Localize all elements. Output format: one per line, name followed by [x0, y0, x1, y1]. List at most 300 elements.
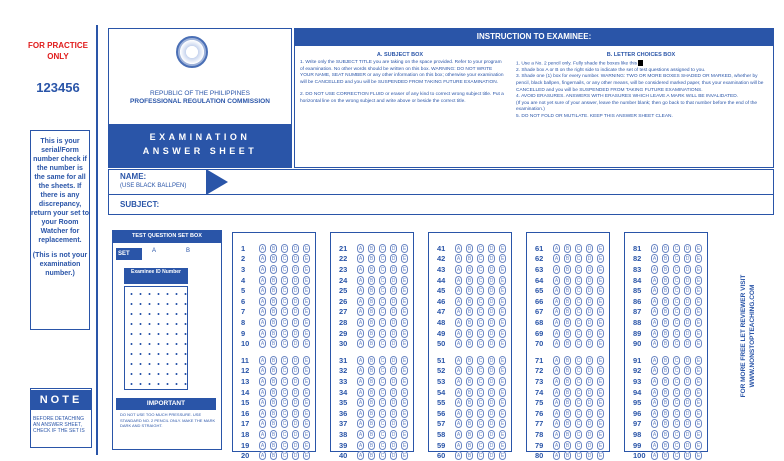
answer-bubble[interactable]: B — [271, 421, 276, 428]
answer-bubble[interactable]: B — [369, 319, 374, 326]
answer-bubble[interactable]: E — [304, 389, 309, 396]
answer-bubble[interactable]: D — [587, 410, 592, 417]
answer-bubble[interactable]: D — [587, 442, 592, 449]
answer-bubble[interactable]: D — [685, 319, 690, 326]
answer-bubble[interactable]: D — [391, 410, 396, 417]
answer-bubble[interactable]: C — [674, 245, 679, 252]
answer-bubble[interactable]: D — [391, 453, 396, 460]
answer-bubble[interactable]: E — [500, 400, 505, 407]
answer-bubble[interactable]: D — [391, 442, 396, 449]
answer-bubble[interactable]: E — [500, 319, 505, 326]
answer-bubble[interactable]: B — [271, 256, 276, 263]
answer-bubble[interactable]: C — [478, 389, 483, 396]
answer-bubble[interactable]: B — [369, 389, 374, 396]
answer-bubble[interactable]: D — [391, 330, 396, 337]
answer-bubble[interactable]: D — [587, 266, 592, 273]
answer-bubble[interactable]: A — [554, 400, 559, 407]
answer-bubble[interactable]: A — [554, 368, 559, 375]
answer-bubble[interactable]: A — [652, 245, 657, 252]
answer-bubble[interactable]: E — [304, 368, 309, 375]
answer-bubble[interactable]: A — [260, 357, 265, 364]
answer-bubble[interactable]: D — [293, 442, 298, 449]
answer-bubble[interactable]: D — [489, 245, 494, 252]
answer-bubble[interactable]: E — [304, 421, 309, 428]
answer-bubble[interactable]: E — [304, 378, 309, 385]
answer-bubble[interactable]: C — [380, 431, 385, 438]
answer-bubble[interactable]: C — [282, 431, 287, 438]
answer-bubble[interactable]: B — [369, 453, 374, 460]
answer-bubble[interactable]: B — [467, 357, 472, 364]
answer-bubble[interactable]: B — [565, 368, 570, 375]
answer-bubble[interactable]: A — [554, 421, 559, 428]
answer-bubble[interactable]: E — [304, 341, 309, 348]
answer-bubble[interactable]: B — [271, 453, 276, 460]
answer-bubble[interactable]: B — [565, 400, 570, 407]
answer-bubble[interactable]: D — [293, 400, 298, 407]
answer-bubble[interactable]: C — [282, 357, 287, 364]
answer-bubble[interactable]: D — [391, 389, 396, 396]
answer-bubble[interactable]: B — [369, 256, 374, 263]
answer-bubble[interactable]: A — [652, 421, 657, 428]
answer-bubble[interactable]: D — [293, 277, 298, 284]
answer-bubble[interactable]: D — [293, 378, 298, 385]
answer-bubble[interactable]: C — [478, 330, 483, 337]
answer-bubble[interactable]: A — [260, 319, 265, 326]
answer-bubble[interactable]: E — [696, 431, 701, 438]
answer-bubble[interactable]: B — [467, 277, 472, 284]
answer-bubble[interactable]: A — [456, 245, 461, 252]
answer-bubble[interactable]: A — [358, 298, 363, 305]
answer-bubble[interactable]: E — [500, 431, 505, 438]
answer-bubble[interactable]: E — [598, 421, 603, 428]
answer-bubble[interactable]: D — [391, 431, 396, 438]
answer-bubble[interactable]: E — [402, 309, 407, 316]
answer-bubble[interactable]: B — [271, 357, 276, 364]
answer-bubble[interactable]: E — [598, 453, 603, 460]
answer-bubble[interactable]: A — [260, 431, 265, 438]
answer-bubble[interactable]: B — [663, 288, 668, 295]
answer-bubble[interactable]: B — [467, 330, 472, 337]
answer-bubble[interactable]: D — [489, 330, 494, 337]
answer-bubble[interactable]: C — [380, 410, 385, 417]
answer-bubble[interactable]: A — [652, 277, 657, 284]
answer-bubble[interactable]: A — [554, 256, 559, 263]
answer-bubble[interactable]: D — [293, 309, 298, 316]
answer-bubble[interactable]: B — [271, 266, 276, 273]
answer-bubble[interactable]: C — [674, 341, 679, 348]
answer-bubble[interactable]: A — [456, 442, 461, 449]
answer-bubble[interactable]: C — [380, 453, 385, 460]
answer-bubble[interactable]: C — [674, 442, 679, 449]
answer-bubble[interactable]: A — [652, 410, 657, 417]
answer-bubble[interactable]: D — [685, 330, 690, 337]
answer-bubble[interactable]: D — [587, 256, 592, 263]
answer-bubble[interactable]: D — [391, 357, 396, 364]
answer-bubble[interactable]: B — [467, 378, 472, 385]
answer-bubble[interactable]: E — [696, 400, 701, 407]
answer-bubble[interactable]: C — [576, 410, 581, 417]
answer-bubble[interactable]: E — [402, 378, 407, 385]
answer-bubble[interactable]: A — [260, 288, 265, 295]
answer-bubble[interactable]: E — [402, 277, 407, 284]
answer-bubble[interactable]: B — [663, 341, 668, 348]
answer-bubble[interactable]: E — [598, 330, 603, 337]
answer-bubble[interactable]: C — [576, 400, 581, 407]
answer-bubble[interactable]: D — [587, 389, 592, 396]
answer-bubble[interactable]: A — [358, 288, 363, 295]
answer-bubble[interactable]: A — [554, 298, 559, 305]
answer-bubble[interactable]: C — [576, 421, 581, 428]
answer-bubble[interactable]: A — [358, 368, 363, 375]
answer-bubble[interactable]: A — [456, 309, 461, 316]
answer-bubble[interactable]: B — [663, 378, 668, 385]
answer-bubble[interactable]: E — [598, 341, 603, 348]
answer-bubble[interactable]: B — [565, 431, 570, 438]
answer-bubble[interactable]: C — [576, 245, 581, 252]
answer-bubble[interactable]: C — [478, 453, 483, 460]
answer-bubble[interactable]: A — [456, 341, 461, 348]
answer-bubble[interactable]: E — [500, 341, 505, 348]
answer-bubble[interactable]: A — [554, 442, 559, 449]
answer-bubble[interactable]: E — [696, 368, 701, 375]
answer-bubble[interactable]: C — [282, 400, 287, 407]
answer-bubble[interactable]: A — [358, 400, 363, 407]
answer-bubble[interactable]: D — [293, 453, 298, 460]
answer-bubble[interactable]: B — [271, 442, 276, 449]
answer-bubble[interactable]: B — [663, 442, 668, 449]
answer-bubble[interactable]: A — [260, 400, 265, 407]
answer-bubble[interactable]: B — [467, 410, 472, 417]
answer-bubble[interactable]: C — [282, 319, 287, 326]
answer-bubble[interactable]: B — [271, 341, 276, 348]
answer-bubble[interactable]: D — [391, 319, 396, 326]
answer-bubble[interactable]: B — [369, 410, 374, 417]
answer-bubble[interactable]: D — [587, 453, 592, 460]
answer-bubble[interactable]: B — [271, 309, 276, 316]
answer-bubble[interactable]: E — [696, 410, 701, 417]
answer-bubble[interactable]: B — [271, 330, 276, 337]
answer-bubble[interactable]: C — [576, 330, 581, 337]
answer-bubble[interactable]: B — [565, 298, 570, 305]
answer-bubble[interactable]: D — [587, 298, 592, 305]
answer-bubble[interactable]: C — [674, 277, 679, 284]
answer-bubble[interactable]: A — [652, 453, 657, 460]
answer-bubble[interactable]: D — [587, 330, 592, 337]
answer-bubble[interactable]: B — [369, 266, 374, 273]
answer-bubble[interactable]: D — [685, 400, 690, 407]
answer-bubble[interactable]: E — [402, 442, 407, 449]
answer-bubble[interactable]: E — [304, 442, 309, 449]
answer-bubble[interactable]: B — [271, 389, 276, 396]
answer-bubble[interactable]: C — [576, 288, 581, 295]
answer-bubble[interactable]: A — [358, 357, 363, 364]
answer-bubble[interactable]: D — [293, 421, 298, 428]
answer-bubble[interactable]: B — [565, 330, 570, 337]
answer-bubble[interactable]: B — [467, 256, 472, 263]
answer-bubble[interactable]: D — [293, 288, 298, 295]
answer-bubble[interactable]: E — [598, 245, 603, 252]
answer-bubble[interactable]: A — [554, 410, 559, 417]
answer-bubble[interactable]: B — [271, 245, 276, 252]
answer-bubble[interactable]: A — [554, 378, 559, 385]
answer-bubble[interactable]: B — [271, 277, 276, 284]
answer-bubble[interactable]: E — [402, 319, 407, 326]
answer-bubble[interactable]: A — [358, 389, 363, 396]
answer-bubble[interactable]: A — [358, 266, 363, 273]
answer-bubble[interactable]: C — [576, 256, 581, 263]
answer-bubble[interactable]: E — [500, 378, 505, 385]
answer-bubble[interactable]: D — [489, 378, 494, 385]
answer-bubble[interactable]: B — [663, 298, 668, 305]
answer-bubble[interactable]: C — [576, 378, 581, 385]
answer-bubble[interactable]: C — [674, 266, 679, 273]
answer-bubble[interactable]: E — [696, 442, 701, 449]
answer-bubble[interactable]: B — [369, 400, 374, 407]
answer-bubble[interactable]: E — [500, 368, 505, 375]
answer-bubble[interactable]: A — [358, 421, 363, 428]
answer-bubble[interactable]: E — [304, 453, 309, 460]
answer-bubble[interactable]: D — [489, 319, 494, 326]
answer-bubble[interactable]: D — [587, 319, 592, 326]
set-choice-a[interactable]: A — [152, 248, 157, 254]
answer-bubble[interactable]: D — [489, 309, 494, 316]
answer-bubble[interactable]: A — [260, 368, 265, 375]
answer-bubble[interactable]: A — [652, 266, 657, 273]
answer-bubble[interactable]: B — [565, 277, 570, 284]
answer-bubble[interactable]: C — [380, 256, 385, 263]
answer-bubble[interactable]: A — [358, 309, 363, 316]
answer-bubble[interactable]: C — [282, 298, 287, 305]
answer-bubble[interactable]: C — [674, 421, 679, 428]
answer-bubble[interactable]: A — [358, 453, 363, 460]
answer-bubble[interactable]: D — [685, 357, 690, 364]
answer-bubble[interactable]: D — [489, 453, 494, 460]
answer-bubble[interactable]: C — [380, 298, 385, 305]
answer-bubble[interactable]: A — [260, 453, 265, 460]
answer-bubble[interactable]: D — [489, 266, 494, 273]
answer-bubble[interactable]: B — [369, 298, 374, 305]
answer-bubble[interactable]: D — [685, 442, 690, 449]
answer-bubble[interactable]: D — [685, 431, 690, 438]
subject-field[interactable] — [108, 195, 774, 215]
answer-bubble[interactable]: C — [674, 431, 679, 438]
answer-bubble[interactable]: B — [271, 368, 276, 375]
answer-bubble[interactable]: B — [663, 266, 668, 273]
answer-bubble[interactable]: C — [674, 309, 679, 316]
answer-bubble[interactable]: A — [652, 442, 657, 449]
answer-bubble[interactable]: B — [467, 288, 472, 295]
answer-bubble[interactable]: B — [467, 341, 472, 348]
answer-bubble[interactable]: D — [587, 421, 592, 428]
answer-bubble[interactable]: D — [489, 256, 494, 263]
answer-bubble[interactable]: D — [489, 431, 494, 438]
answer-bubble[interactable]: A — [652, 298, 657, 305]
answer-bubble[interactable]: E — [500, 410, 505, 417]
answer-bubble[interactable]: E — [598, 378, 603, 385]
answer-bubble[interactable]: A — [260, 410, 265, 417]
answer-bubble[interactable]: E — [598, 319, 603, 326]
answer-bubble[interactable]: B — [565, 309, 570, 316]
answer-bubble[interactable]: A — [456, 357, 461, 364]
answer-bubble[interactable]: A — [652, 368, 657, 375]
answer-bubble[interactable]: A — [358, 277, 363, 284]
answer-bubble[interactable]: E — [304, 245, 309, 252]
answer-bubble[interactable]: E — [402, 421, 407, 428]
answer-bubble[interactable]: E — [402, 400, 407, 407]
answer-bubble[interactable]: C — [674, 256, 679, 263]
answer-bubble[interactable]: E — [598, 431, 603, 438]
answer-bubble[interactable]: C — [282, 309, 287, 316]
answer-bubble[interactable]: B — [663, 421, 668, 428]
answer-bubble[interactable]: C — [576, 368, 581, 375]
answer-bubble[interactable]: E — [598, 298, 603, 305]
answer-bubble[interactable]: A — [554, 453, 559, 460]
answer-bubble[interactable]: B — [663, 400, 668, 407]
answer-bubble[interactable]: A — [358, 256, 363, 263]
answer-bubble[interactable]: A — [260, 341, 265, 348]
answer-bubble[interactable]: E — [402, 368, 407, 375]
answer-bubble[interactable]: A — [554, 389, 559, 396]
answer-bubble[interactable]: C — [478, 298, 483, 305]
answer-bubble[interactable]: A — [260, 389, 265, 396]
answer-bubble[interactable]: B — [369, 368, 374, 375]
answer-bubble[interactable]: E — [402, 266, 407, 273]
answer-bubble[interactable]: C — [576, 277, 581, 284]
answer-bubble[interactable]: B — [565, 442, 570, 449]
answer-bubble[interactable]: A — [456, 389, 461, 396]
answer-bubble[interactable]: B — [369, 330, 374, 337]
answer-bubble[interactable]: E — [304, 309, 309, 316]
answer-bubble[interactable]: D — [391, 309, 396, 316]
answer-bubble[interactable]: C — [478, 357, 483, 364]
answer-bubble[interactable]: D — [293, 410, 298, 417]
answer-bubble[interactable]: A — [358, 442, 363, 449]
answer-bubble[interactable]: D — [391, 378, 396, 385]
answer-bubble[interactable]: A — [358, 410, 363, 417]
answer-bubble[interactable]: B — [467, 266, 472, 273]
answer-bubble[interactable]: A — [554, 288, 559, 295]
answer-bubble[interactable]: C — [478, 341, 483, 348]
answer-bubble[interactable]: A — [652, 400, 657, 407]
answer-bubble[interactable]: B — [663, 277, 668, 284]
answer-bubble[interactable]: D — [587, 341, 592, 348]
answer-bubble[interactable]: A — [456, 378, 461, 385]
answer-bubble[interactable]: C — [282, 442, 287, 449]
answer-bubble[interactable]: C — [380, 309, 385, 316]
answer-bubble[interactable]: A — [554, 309, 559, 316]
answer-bubble[interactable]: C — [478, 410, 483, 417]
answer-bubble[interactable]: E — [500, 277, 505, 284]
answer-bubble[interactable]: E — [402, 410, 407, 417]
answer-bubble[interactable]: A — [456, 288, 461, 295]
answer-bubble[interactable]: D — [685, 368, 690, 375]
answer-bubble[interactable]: C — [380, 389, 385, 396]
answer-bubble[interactable]: A — [652, 309, 657, 316]
answer-bubble[interactable]: A — [652, 341, 657, 348]
answer-bubble[interactable]: D — [685, 421, 690, 428]
answer-bubble[interactable]: E — [402, 389, 407, 396]
answer-bubble[interactable]: A — [554, 431, 559, 438]
answer-bubble[interactable]: E — [500, 245, 505, 252]
answer-bubble[interactable]: E — [500, 330, 505, 337]
answer-bubble[interactable]: C — [674, 368, 679, 375]
answer-bubble[interactable]: E — [598, 309, 603, 316]
answer-bubble[interactable]: A — [358, 341, 363, 348]
answer-bubble[interactable]: C — [674, 319, 679, 326]
answer-bubble[interactable]: C — [478, 319, 483, 326]
answer-bubble[interactable]: E — [696, 421, 701, 428]
answer-bubble[interactable]: D — [489, 357, 494, 364]
answer-bubble[interactable]: A — [652, 319, 657, 326]
answer-bubble[interactable]: D — [391, 421, 396, 428]
answer-bubble[interactable]: C — [380, 341, 385, 348]
answer-bubble[interactable]: D — [587, 357, 592, 364]
answer-bubble[interactable]: E — [696, 378, 701, 385]
answer-bubble[interactable]: D — [391, 298, 396, 305]
answer-bubble[interactable]: C — [674, 288, 679, 295]
answer-bubble[interactable]: C — [380, 319, 385, 326]
answer-bubble[interactable]: D — [587, 378, 592, 385]
answer-bubble[interactable]: A — [652, 389, 657, 396]
answer-bubble[interactable]: A — [260, 277, 265, 284]
answer-bubble[interactable]: E — [304, 277, 309, 284]
answer-bubble[interactable]: D — [293, 341, 298, 348]
answer-bubble[interactable]: E — [304, 330, 309, 337]
answer-bubble[interactable]: A — [456, 421, 461, 428]
answer-bubble[interactable]: E — [598, 288, 603, 295]
answer-bubble[interactable]: C — [576, 442, 581, 449]
answer-bubble[interactable]: C — [282, 245, 287, 252]
answer-bubble[interactable]: E — [500, 298, 505, 305]
answer-bubble[interactable]: B — [565, 256, 570, 263]
answer-bubble[interactable]: C — [576, 389, 581, 396]
answer-bubble[interactable]: D — [293, 368, 298, 375]
answer-bubble[interactable]: D — [293, 330, 298, 337]
answer-bubble[interactable]: D — [685, 245, 690, 252]
answer-bubble[interactable]: C — [674, 357, 679, 364]
answer-bubble[interactable]: B — [663, 453, 668, 460]
answer-bubble[interactable]: B — [467, 400, 472, 407]
answer-bubble[interactable]: D — [685, 256, 690, 263]
answer-bubble[interactable]: D — [293, 256, 298, 263]
answer-bubble[interactable]: C — [282, 277, 287, 284]
answer-bubble[interactable]: D — [391, 277, 396, 284]
answer-bubble[interactable]: C — [282, 330, 287, 337]
answer-bubble[interactable]: B — [565, 341, 570, 348]
answer-bubble[interactable]: A — [456, 256, 461, 263]
answer-bubble[interactable]: E — [402, 288, 407, 295]
answer-bubble[interactable]: C — [380, 266, 385, 273]
answer-bubble[interactable]: C — [478, 309, 483, 316]
answer-bubble[interactable]: C — [478, 442, 483, 449]
answer-bubble[interactable]: A — [358, 431, 363, 438]
answer-bubble[interactable]: A — [652, 288, 657, 295]
answer-bubble[interactable]: D — [293, 245, 298, 252]
answer-bubble[interactable]: D — [685, 288, 690, 295]
answer-bubble[interactable]: B — [565, 319, 570, 326]
answer-bubble[interactable]: A — [456, 400, 461, 407]
answer-bubble[interactable]: B — [369, 442, 374, 449]
answer-bubble[interactable]: B — [271, 288, 276, 295]
answer-bubble[interactable]: C — [380, 330, 385, 337]
answer-bubble[interactable]: B — [663, 245, 668, 252]
answer-bubble[interactable]: E — [696, 309, 701, 316]
answer-bubble[interactable]: C — [380, 245, 385, 252]
answer-bubble[interactable]: B — [663, 319, 668, 326]
answer-bubble[interactable]: E — [304, 319, 309, 326]
answer-bubble[interactable]: B — [369, 357, 374, 364]
answer-bubble[interactable]: A — [652, 431, 657, 438]
